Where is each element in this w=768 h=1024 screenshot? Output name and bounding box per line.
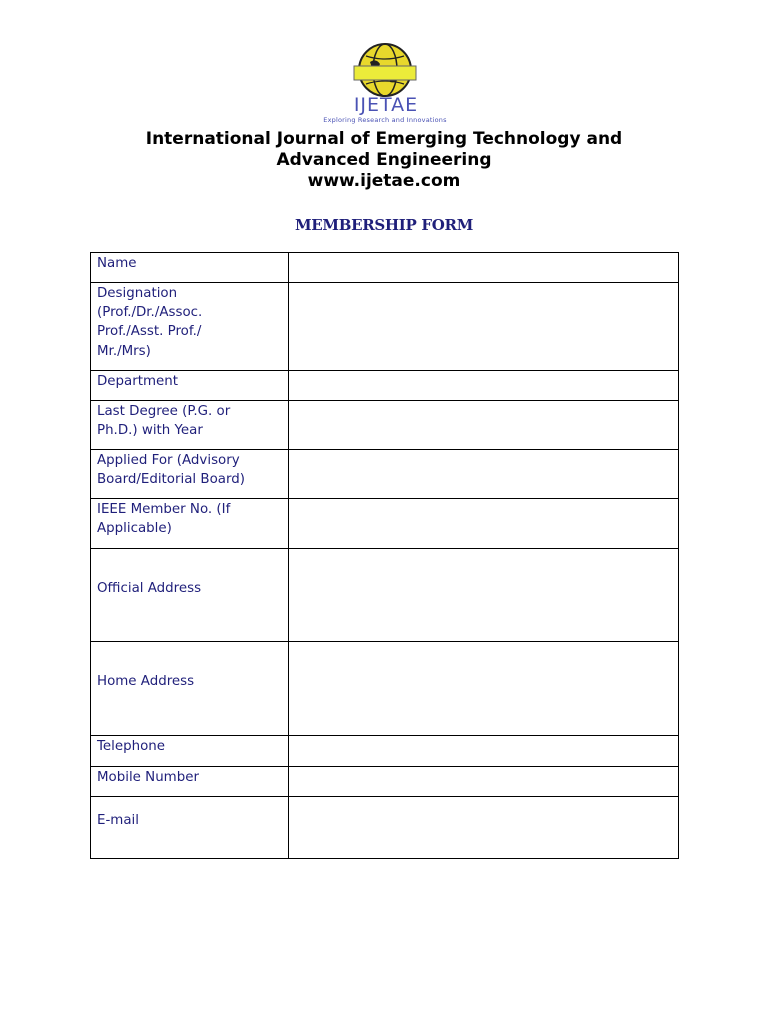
last-degree-field[interactable]: [289, 401, 679, 450]
form-title: MEMBERSHIP FORM: [294, 216, 474, 234]
mobile-number-field[interactable]: [289, 767, 679, 797]
form-row-telephone: [91, 736, 679, 767]
name-field[interactable]: [289, 253, 679, 283]
form-row-home-address: [91, 642, 679, 736]
designation-label: Designation (Prof./Dr./Assoc. Prof./Asst. Prof./ Mr./Mrs): [97, 286, 203, 359]
email-field[interactable]: [289, 797, 679, 859]
applied-for-field[interactable]: [289, 450, 679, 499]
mobile-number-label: Mobile Number: [97, 770, 199, 785]
department-label: Department: [97, 374, 179, 389]
ieee-member-label: IEEE Member No. (If Applicable): [97, 502, 231, 537]
journal-title-line1: International Journal of Emerging Technology and: [145, 129, 623, 149]
journal-header: [0, 129, 768, 192]
form-row-ieee-member: [91, 499, 679, 549]
email-label: E-mail: [97, 813, 139, 828]
logo-wordmark: IJETAE: [353, 94, 419, 116]
journal-website: www.ijetae.com: [307, 171, 461, 191]
form-row-department: [91, 371, 679, 401]
home-address-label: Home Address: [97, 674, 195, 689]
applied-for-label: Applied For (Advisory Board/Editorial Board): [97, 453, 245, 488]
form-row-last-degree: [91, 401, 679, 450]
form-row-name: [91, 253, 679, 283]
form-row-mobile: [91, 767, 679, 797]
membership-form-table: [90, 252, 679, 859]
home-address-field[interactable]: [289, 642, 679, 736]
department-field[interactable]: [289, 371, 679, 401]
designation-field[interactable]: [289, 283, 679, 371]
form-row-email: [91, 797, 679, 859]
last-degree-label: Last Degree (P.G. or Ph.D.) with Year: [97, 404, 231, 439]
form-row-applied-for: [91, 450, 679, 499]
journal-title-line2: Advanced Engineering: [276, 150, 492, 170]
official-address-field[interactable]: [289, 549, 679, 642]
name-label: Name: [97, 256, 137, 271]
logo-tagline: Exploring Research and Innovations: [323, 116, 447, 124]
form-row-official-address: [91, 549, 679, 642]
telephone-field[interactable]: [289, 736, 679, 767]
globe-icon: [336, 42, 436, 102]
official-address-label: Official Address: [97, 581, 202, 596]
telephone-label: Telephone: [97, 739, 166, 754]
ieee-member-field[interactable]: [289, 499, 679, 549]
form-row-designation: [91, 283, 679, 371]
